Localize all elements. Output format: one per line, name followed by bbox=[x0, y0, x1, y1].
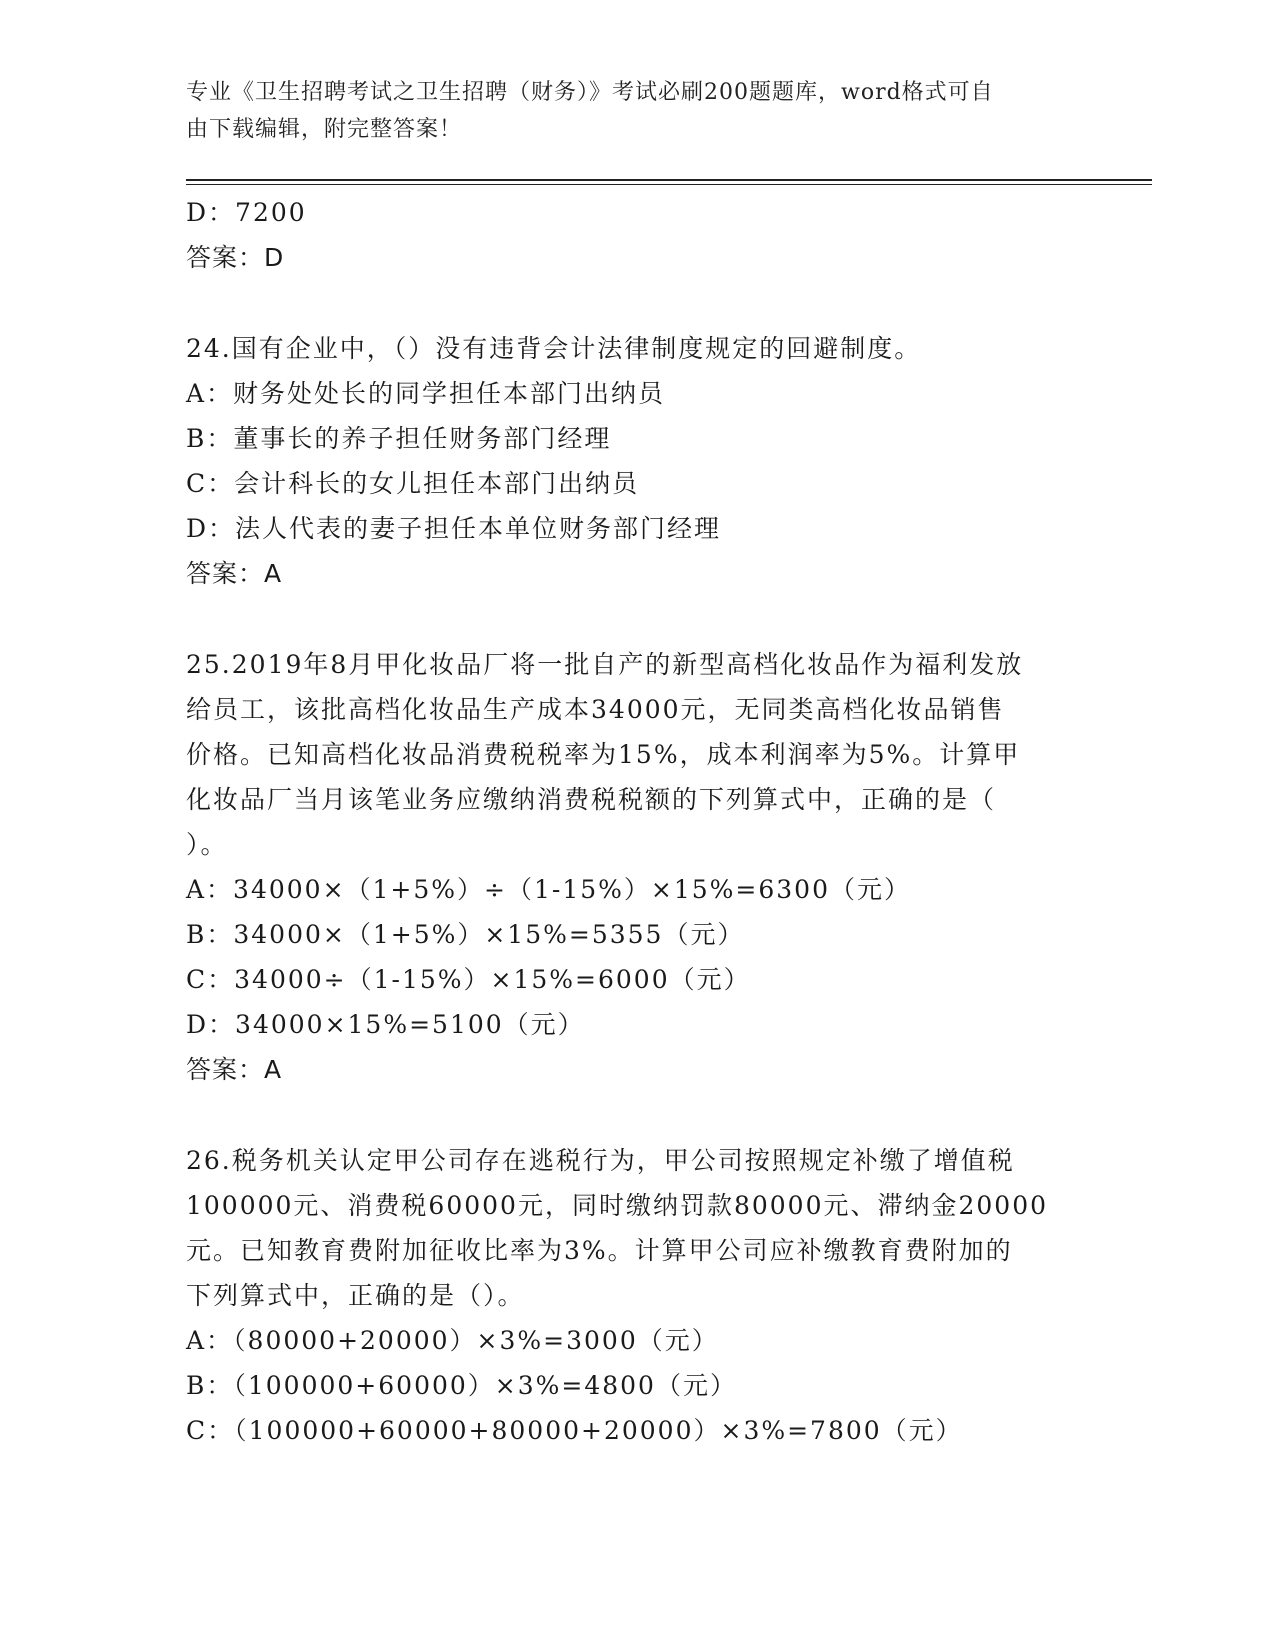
q26-stem-line-2: 100000元、消费税60000元，同时缴纳罚款80000元、滞纳金20000 bbox=[186, 1191, 1049, 1220]
spacer bbox=[186, 596, 1086, 642]
q26-stem-line-3: 元。已知教育费附加征收比率为3%。计算甲公司应补缴教育费附加的 bbox=[186, 1236, 1013, 1265]
q25-option-d: D：34000×15%=5100（元） bbox=[186, 1010, 585, 1039]
question-25 bbox=[186, 642, 1086, 1092]
q26-stem-line-4: 下列算式中，正确的是（）。 bbox=[186, 1281, 525, 1310]
header-line-1: 专业《卫生招聘考试之卫生招聘（财务）》考试必刷200题题库，word格式可自 bbox=[186, 80, 994, 105]
question-26 bbox=[186, 1138, 1086, 1453]
q26-stem-line-1: 26.税务机关认定甲公司存在逃税行为，甲公司按照规定补缴了增值税 bbox=[186, 1146, 1015, 1175]
spacer bbox=[186, 280, 1086, 326]
page-header bbox=[186, 74, 1066, 148]
header-rule-thick bbox=[186, 179, 1152, 181]
document-body bbox=[186, 190, 1086, 1453]
prev-option-d: D：7200 bbox=[186, 198, 307, 227]
q25-stem-line-1: 25.2019年8月甲化妆品厂将一批自产的新型高档化妆品作为福利发放 bbox=[186, 650, 1024, 679]
header-line-2: 由下载编辑，附完整答案！ bbox=[186, 117, 463, 142]
q25-option-a: A：34000×（1+5%）÷（1-15%）×15%=6300（元） bbox=[186, 875, 911, 904]
q24-option-d: D：法人代表的妻子担任本单位财务部门经理 bbox=[186, 514, 722, 543]
q24-option-a: A：财务处处长的同学担任本部门出纳员 bbox=[186, 379, 666, 408]
q24-option-c: C：会计科长的女儿担任本部门出纳员 bbox=[186, 469, 640, 498]
q26-option-c: C：（100000+60000+80000+20000）×3%=7800（元） bbox=[186, 1416, 963, 1445]
q24-option-b: B：董事长的养子担任财务部门经理 bbox=[186, 424, 612, 453]
q26-option-b: B：（100000+60000）×3%=4800（元） bbox=[186, 1371, 737, 1400]
q24-answer: 答案：A bbox=[186, 559, 283, 588]
q25-option-b: B：34000×（1+5%）×15%=5355（元） bbox=[186, 920, 745, 949]
q25-stem-line-5: ）。 bbox=[186, 830, 228, 859]
header-rule-thin bbox=[186, 184, 1152, 185]
q26-option-a: A：（80000+20000）×3%=3000（元） bbox=[186, 1326, 719, 1355]
q25-stem-line-3: 价格。已知高档化妆品消费税税率为15%，成本利润率为5%。计算甲 bbox=[186, 740, 1021, 769]
q25-stem-line-4: 化妆品厂当月该笔业务应缴纳消费税税额的下列算式中，正确的是（ bbox=[186, 785, 997, 814]
q24-stem: 24.国有企业中，（）没有违背会计法律制度规定的回避制度。 bbox=[186, 334, 922, 363]
question-24 bbox=[186, 326, 1086, 596]
q25-answer: 答案：A bbox=[186, 1055, 283, 1084]
q25-option-c: C：34000÷（1-15%）×15%=6000（元） bbox=[186, 965, 751, 994]
prev-answer: 答案：D bbox=[186, 243, 285, 272]
q25-stem-line-2: 给员工，该批高档化妆品生产成本34000元，无同类高档化妆品销售 bbox=[186, 695, 1005, 724]
spacer bbox=[186, 1092, 1086, 1138]
